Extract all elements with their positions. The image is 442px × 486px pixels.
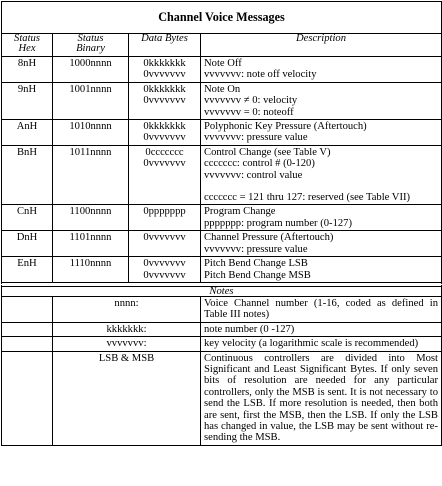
note-key: nnnn:	[53, 296, 201, 322]
message-row	[2, 257, 442, 283]
description-line: Polyphonic Key Pressure (Aftertouch)	[204, 121, 367, 133]
description-cell	[201, 231, 442, 257]
description-line: Pitch Bend Change MSB	[204, 269, 311, 281]
status-binary-cell: 1100nnnn	[53, 205, 129, 231]
message-row	[2, 205, 442, 231]
data-byte: 0vvvvvvv	[143, 158, 186, 170]
status-binary-cell: 1000nnnn	[53, 57, 129, 83]
status-binary-cell: 1010nnnn	[53, 120, 129, 146]
status-binary-cell: 1001nnnn	[53, 82, 129, 119]
status-hex-cell: 8nH	[2, 57, 53, 83]
description-line: vvvvvvv: note off velocity	[204, 69, 317, 81]
description-line: vvvvvvv: pressure value	[204, 243, 308, 255]
data-bytes-cell	[129, 205, 201, 231]
description-line: Channel Pressure (Aftertouch)	[204, 232, 334, 244]
data-byte: 0kkkkkkk	[143, 121, 186, 133]
note-row	[2, 322, 442, 336]
note-spacer-cell	[2, 351, 53, 445]
header-status-binary	[53, 34, 129, 57]
header-description: Description	[201, 34, 442, 57]
description-cell	[201, 205, 442, 231]
note-key: LSB & MSB	[53, 351, 201, 445]
data-byte: 0vvvvvvv	[143, 95, 186, 107]
description-cell	[201, 120, 442, 146]
status-hex-cell: BnH	[2, 145, 53, 205]
data-byte: 0vvvvvvv	[143, 258, 186, 270]
data-byte: 0kkkkkkk	[143, 58, 186, 69]
data-bytes-cell	[129, 257, 201, 283]
note-spacer-cell	[2, 337, 53, 351]
header-status-hex-line2: Hex	[18, 43, 36, 54]
description-cell	[201, 145, 442, 205]
description-line: ppppppp: program number (0-127)	[204, 217, 352, 229]
header-status-hex	[2, 34, 53, 57]
description-line: vvvvvvv = 0: noteoff	[204, 106, 294, 118]
note-text: Voice Channel number (1-16, coded as defined in Table III notes)	[201, 296, 442, 322]
note-row	[2, 337, 442, 351]
data-byte: 0vvvvvvv	[143, 232, 186, 244]
status-hex-cell: 9nH	[2, 82, 53, 119]
description-line: Pitch Bend Change LSB	[204, 258, 308, 270]
message-row	[2, 120, 442, 146]
status-hex-cell: CnH	[2, 205, 53, 231]
note-key: vvvvvvv:	[53, 337, 201, 351]
data-byte: 0vvvvvvv	[143, 269, 186, 281]
table-title: Channel Voice Messages	[2, 2, 442, 34]
data-bytes-cell	[129, 231, 201, 257]
note-text: note number (0 -127)	[201, 322, 442, 336]
header-status-binary-line1: Status	[77, 33, 104, 44]
description-line: vvvvvvv ≠ 0: velocity	[204, 95, 298, 107]
description-line: ccccccc = 121 thru 127: reserved (see Table VII)	[204, 192, 411, 204]
description-line: vvvvvvv: pressure value	[204, 132, 308, 144]
message-row	[2, 57, 442, 83]
data-byte: 0ppppppp	[143, 206, 186, 218]
description-cell	[201, 257, 442, 283]
header-status-binary-line2: Binary	[76, 43, 105, 54]
description-line: Note On	[204, 83, 241, 95]
data-bytes-cell	[129, 145, 201, 205]
channel-voice-table	[1, 1, 442, 446]
status-hex-cell: AnH	[2, 120, 53, 146]
message-row	[2, 145, 442, 205]
message-row	[2, 231, 442, 257]
data-byte: 0kkkkkkk	[143, 83, 186, 95]
message-rows	[2, 57, 442, 283]
data-bytes-cell	[129, 82, 201, 119]
data-byte: 0vvvvvvv	[143, 132, 186, 144]
description-line: Program Change	[204, 206, 276, 218]
header-data-bytes: Data Bytes	[129, 34, 201, 57]
description-line: ccccccc: control # (0-120)	[204, 158, 315, 170]
data-byte: 0vvvvvvv	[143, 69, 186, 81]
description-cell	[201, 57, 442, 83]
status-binary-cell: 1011nnnn	[53, 145, 129, 205]
note-spacer-cell	[2, 322, 53, 336]
notes-title: Notes	[2, 286, 442, 296]
note-text: Continuous controllers are divided into Most Significant and Least Significant Bytes. If only seven bits of resolution are needed for any particular controllers, only the MSB is sent. It is not necessary to send the LSB. If more resolution is needed, then both are sent, first the MSB, then the LSB. If only the LSB has changed in value, the LSB may be sent without re-sending the MSB.	[201, 351, 442, 445]
description-line: Note Off	[204, 58, 242, 69]
status-binary-cell: 1101nnnn	[53, 231, 129, 257]
note-text: key velocity (a logarithmic scale is recommended)	[201, 337, 442, 351]
note-spacer-cell	[2, 296, 53, 322]
data-bytes-cell	[129, 120, 201, 146]
status-hex-cell: EnH	[2, 257, 53, 283]
data-bytes-cell	[129, 57, 201, 83]
status-hex-cell: DnH	[2, 231, 53, 257]
message-row	[2, 82, 442, 119]
description-line: vvvvvvv: control value	[204, 169, 303, 181]
status-binary-cell: 1110nnnn	[53, 257, 129, 283]
column-header-row	[2, 34, 442, 57]
description-spacer	[204, 181, 438, 192]
header-status-hex-line1: Status	[14, 33, 40, 44]
data-byte: 0ccccccc	[145, 146, 184, 158]
description-cell	[201, 82, 442, 119]
note-row	[2, 351, 442, 445]
notes-rows	[2, 296, 442, 445]
note-row	[2, 296, 442, 322]
note-key: kkkkkkk:	[53, 322, 201, 336]
description-line: Control Change (see Table V)	[204, 146, 331, 158]
